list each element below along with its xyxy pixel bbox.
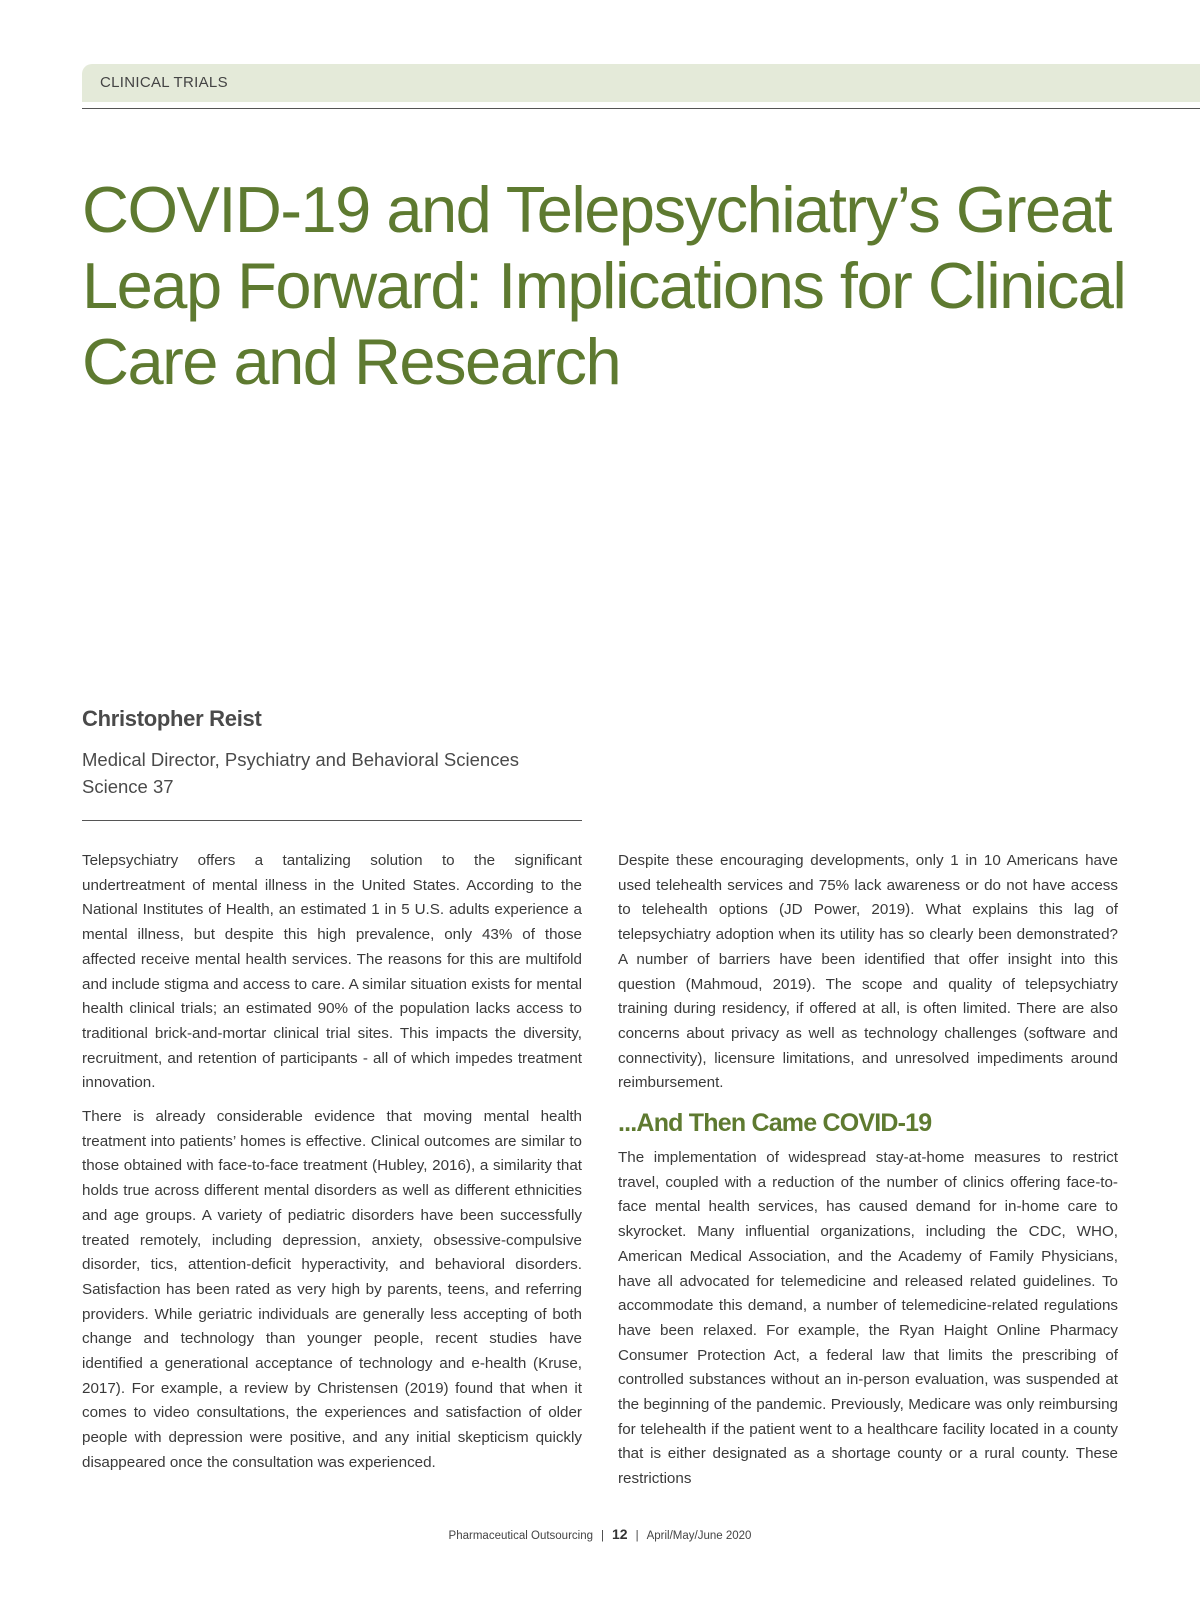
right-column — [618, 849, 1118, 1501]
footer-separator: | — [601, 1530, 605, 1542]
author-role: Medical Director, Psychiatry and Behavioral Sciences — [82, 749, 519, 770]
author-block — [82, 706, 582, 800]
left-column — [82, 849, 582, 1485]
footer-separator: | — [635, 1530, 639, 1542]
section-divider — [82, 108, 1200, 109]
body-paragraph: There is already considerable evidence that moving mental health treatment into patients’ homes is effective. Clinical outcomes are similar to those obtained with face-to-face treatment (Hubley, 2016), a similarity that holds true across different mental disorders as well as different ethnicities and age groups. A variety of pediatric disorders have been successfully treated remotely, including depression, anxiety, obsessive-compulsive disorder, tics, attention-deficit hyperactivity, and behavioral disorders. Satisfaction has been rated as very high by parents, teens, and referring providers. While geriatric individuals are generally less accepting of both change and technology than younger people, recent studies have identified a generational acceptance of technology and e-health (Kruse, 2017). For example, a review by Christensen (2019) found that when it comes to video consultations, the experiences and satisfaction of older people with depression were positive, and any initial skepticism quickly disappeared once the consultation was experienced. — [82, 1108, 582, 1471]
publication-name: Pharmaceutical Outsourcing — [448, 1530, 594, 1542]
issue-date: April/May/June 2020 — [646, 1530, 752, 1542]
section-label: CLINICAL TRIALS — [100, 74, 228, 91]
author-name: Christopher Reist — [82, 706, 262, 731]
section-subheading: ...And Then Came COVID-19 — [618, 1109, 932, 1138]
author-divider — [82, 820, 582, 821]
page-number: 12 — [612, 1526, 628, 1542]
section-header-band — [82, 64, 1200, 102]
body-paragraph: The implementation of widespread stay-at-home measures to restrict travel, coupled with a reduction of the number of clinics offering face-to-face mental health services, has caused demand for in-home care to skyrocket. Many influential organizations, including the CDC, WHO, American Medical Association, and the Academy of Family Physicians, have all advocated for telemedicine and released related guidelines. To accommodate this demand, a number of telemedicine-related regulations have been relaxed. For example, the Ryan Haight Online Pharmacy Consumer Protection Act, a federal law that limits the prescribing of controlled substances without an in-person evaluation, was suspended at the beginning of the pandemic. Previously, Medicare was only reimbursing for telehealth if the patient went to a healthcare facility located in a county that is either designated as a shortage county or a rural county. These restrictions — [618, 1149, 1118, 1488]
article-title: COVID-19 and Telepsychiatry’s Great Leap Forward: Implications for Clinical Care and Research — [82, 173, 1126, 398]
body-paragraph: Telepsychiatry offers a tantalizing solution to the significant undertreatment of mental illness in the United States. According to the National Institutes of Health, an estimated 1 in 5 U.S. adults experience a mental illness, but despite this high prevalence, only 43% of those affected receive mental health services. The reasons for this are multifold and include stigma and access to care. A similar situation exists for mental health clinical trials; an estimated 90% of the population lacks access to traditional brick-and-mortar clinical trial sites. This impacts the diversity, recruitment, and retention of participants - all of which impedes treatment innovation. — [82, 852, 582, 1092]
page-footer — [0, 1526, 1200, 1542]
author-organization: Science 37 — [82, 776, 174, 797]
body-paragraph: Despite these encouraging developments, only 1 in 10 Americans have used telehealth services and 75% lack awareness or do not have access to telehealth options (JD Power, 2019). What explains this lag of telepsychiatry adoption when its utility has so clearly been demonstrated? A number of barriers have been identified that offer insight into this question (Mahmoud, 2019). The scope and quality of telepsychiatry training during residency, if offered at all, is often limited. There are also concerns about privacy as well as technology challenges (software and connectivity), licensure limitations, and unresolved impediments around reimbursement. — [618, 852, 1118, 1092]
